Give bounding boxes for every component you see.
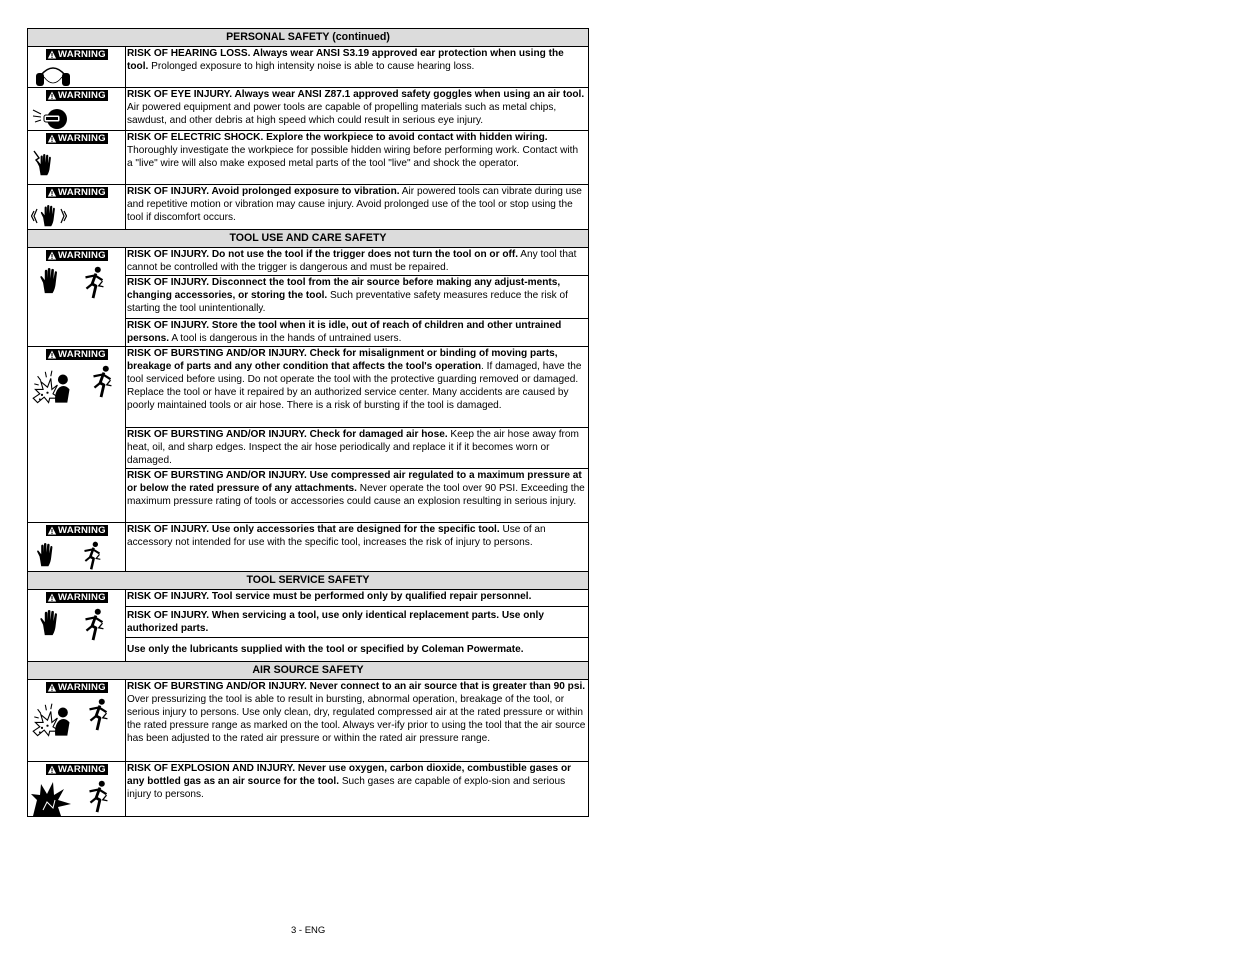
icon-cell [28,88,126,131]
section-header-service [28,572,589,590]
electric-shock-hand-icon [31,149,57,179]
section-title: TOOL SERVICE SAFETY [28,572,589,590]
stop-hand-icon [37,608,63,638]
warning-badge: WARNING [46,764,108,775]
icon-cell [28,762,126,817]
bursting-explosion-icon [31,698,75,738]
warning-triangle-icon [47,526,57,535]
icon-cell [28,47,126,88]
warning-triangle-icon [47,251,57,260]
table-row [28,88,589,131]
injured-person-icon [78,541,106,571]
warning-triangle-icon [47,765,57,774]
icon-cell [28,131,126,185]
safety-goggles-icon [31,106,71,130]
injured-person-icon [79,266,109,300]
section-header-personal [28,29,589,47]
warning-triangle-icon [47,683,57,692]
table-row [28,590,589,607]
icon-cell [28,590,126,662]
ear-protection-icon [33,65,73,87]
section-title: TOOL USE AND CARE SAFETY [28,230,589,248]
row-text: RISK OF HEARING LOSS. Always wear ANSI S3.19 approved ear protection when using the tool. Prolonged exposure to high intensity noise is able to cause hearing loss. [126,47,589,88]
row-text: RISK OF INJURY. Store the tool when it is idle, out of reach of children and other untrained persons. A tool is dangerous in the hands of untrained users. [126,319,589,347]
icon-cell [28,347,126,523]
stop-hand-icon [34,541,58,569]
injured-person-icon [83,780,113,814]
page-number: 3 - ENG [291,925,326,936]
table-row [28,680,589,762]
warning-triangle-icon [47,134,57,143]
row-text: RISK OF INJURY. Avoid prolonged exposure to vibration. Air powered tools can vibrate during use and repetitive motion or vibration may cause injury. Avoid prolonged use of the tool or stop using the tool if discomfort occurs. [126,185,589,230]
vibration-hand-icon [31,203,67,229]
section-title: AIR SOURCE SAFETY [28,662,589,680]
section-header-air [28,662,589,680]
icon-cell [28,523,126,572]
icon-cell [28,680,126,762]
row-text: Use only the lubricants supplied with the tool or specified by Coleman Powermate. [126,638,589,662]
row-text: RISK OF INJURY. Disconnect the tool from the air source before making any adjust-ments, changing accessories, or storing the tool. Such preventative safety measures reduce the risk of starting the tool unintentionally. [126,276,589,319]
table-row [28,185,589,230]
warning-badge: WARNING [46,133,108,144]
warning-triangle-icon [47,91,57,100]
table-row [28,47,589,88]
warning-badge: WARNING [46,592,108,603]
injured-person-icon [83,698,113,732]
row-text: RISK OF INJURY. Tool service must be performed only by qualified repair personnel. [126,590,589,607]
row-text: RISK OF BURSTING AND/OR INJURY. Check for damaged air hose. Keep the air hose away from heat, oil, and sharp edges. Inspect the air hose periodically and replace it if it becomes worn or damaged. [126,428,589,469]
table-row [28,523,589,572]
row-text: RISK OF INJURY. Use only accessories that are designed for the specific tool. Use of an accessory not intended for use with the specific tool, increases the risk of injury to persons. [126,523,589,572]
warning-badge: WARNING [46,49,108,60]
section-header-tool-use [28,230,589,248]
table-row [28,762,589,817]
row-text: RISK OF ELECTRIC SHOCK. Explore the workpiece to avoid contact with hidden wiring. Thoroughly investigate the workpiece for possible hidden wiring before performing work. Contact with a "live" wire will also make exposed metal parts of the tool "live" and shock the operator. [126,131,589,185]
injured-person-icon [79,608,109,642]
warning-badge: WARNING [46,187,108,198]
warning-badge: WARNING [46,682,108,693]
warning-badge: WARNING [46,90,108,101]
warning-badge: WARNING [46,525,108,536]
row-text: RISK OF INJURY. Do not use the tool if the trigger does not turn the tool on or off. Any tool that cannot be controlled with the trigger is dangerous and must be repaired. [126,248,589,276]
row-text: RISK OF BURSTING AND/OR INJURY. Use compressed air regulated to a maximum pressure at or below the rated pressure of any attachments. Never operate the tool over 90 PSI. Exceeding the maximum pressure rating of tools or accessories could cause an explosion resulting in serious injury. [126,469,589,523]
table-row [28,248,589,276]
row-text: RISK OF EXPLOSION AND INJURY. Never use oxygen, carbon dioxide, combustible gases or any bottled gas as an air source for the tool. Such gases are capable of explo-sion and serious injury to persons. [126,762,589,817]
bursting-explosion-icon [31,365,75,405]
safety-table [27,28,589,817]
warning-triangle-icon [47,593,57,602]
table-row [28,347,589,428]
table-row [28,131,589,185]
row-text: RISK OF BURSTING AND/OR INJURY. Check for misalignment or binding of moving parts, breakage of parts and any other condition that affects the tool's operation. If damaged, have the tool serviced before using. Do not operate the tool with the protective guarding removed or damaged. Replace the tool or have it repaired by an authorized service center. Many accidents are caused by poorly maintained tools or air hose. There is a risk of bursting if the tool is damaged. [126,347,589,428]
warning-triangle-icon [47,50,57,59]
warning-triangle-icon [47,350,57,359]
row-text: RISK OF INJURY. When servicing a tool, use only identical replacement parts. Use only authorized parts. [126,607,589,638]
injured-person-icon [87,365,117,399]
stop-hand-icon [37,266,63,296]
warning-triangle-icon [47,188,57,197]
warning-badge: WARNING [46,250,108,261]
explosion-icon [31,780,73,816]
icon-cell [28,248,126,347]
row-text: RISK OF BURSTING AND/OR INJURY. Never connect to an air source that is greater than 90 psi. Over pressurizing the tool is able to result in bursting, abnormal operation, breakage of the tool, or serious injury to persons. Use only clean, dry, regulated compressed air at the rated pressure or within the rated pressure range as marked on the tool. Always ver-ify prior to using the tool that the air source has been adjusted to the rated air pressure or within the rated air pressure range. [126,680,589,762]
section-title: PERSONAL SAFETY (continued) [28,29,589,47]
row-text: RISK OF EYE INJURY. Always wear ANSI Z87.1 approved safety goggles when using an air tool. Air powered equipment and power tools are capable of propelling materials such as metal chips, sawdust, and other debris at high speed which could result in serious eye injury. [126,88,589,131]
warning-badge: WARNING [46,349,108,360]
icon-cell [28,185,126,230]
